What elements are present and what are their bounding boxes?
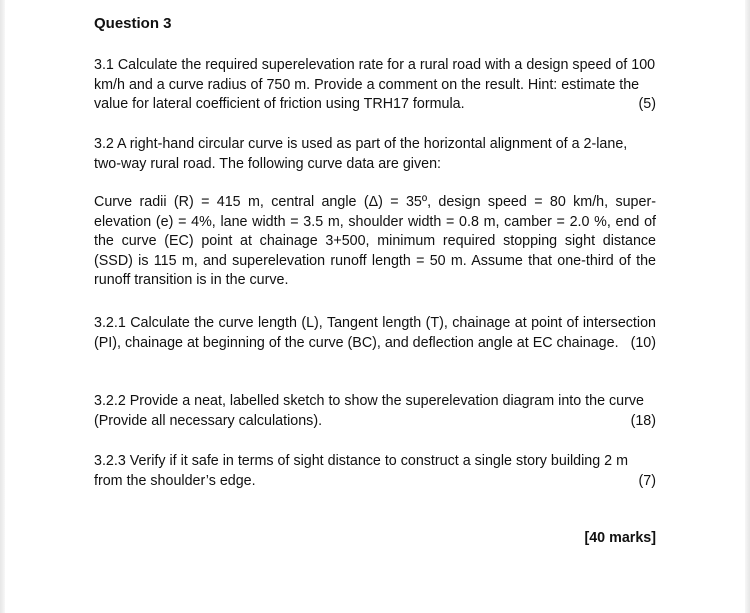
- total-marks: [40 marks]: [584, 530, 656, 546]
- question-3-2-3: [94, 452, 656, 491]
- question-3-1: [94, 56, 656, 115]
- question-title: Question 3: [94, 15, 172, 32]
- question-3-2-1: [94, 314, 656, 353]
- question-3-2-3-text: 3.2.3 Verify if it safe in terms of sight distance to construct a single story building 2 m from the shoulder’s edge.: [94, 453, 629, 489]
- question-3-2-curve-data: Curve radii (R) = 415 m, central angle (Δ) = 35º, design speed = 80 km/h, super-elevation (e) = 4%, lane width = 3.5 m, shoulder width = 0.8 m, camber = 2.0 %, end of the curve (EC) point at chainage 3+500, minimum required stopping sight distance (SSD) is 115 m, and superelevation runoff length = 50 m. Assume that one-third of the runoff transition is in the curve.: [94, 194, 656, 288]
- question-3-2-2-text: 3.2.2 Provide a neat, labelled sketch to show the superelevation diagram into the curve (Provide all necessary calculations).: [94, 393, 644, 429]
- question-3-2-1-marks: (10): [630, 334, 656, 351]
- question-3-2-3-marks: (7): [638, 472, 656, 489]
- question-3-1-marks: (5): [638, 96, 656, 112]
- question-3-2-intro: 3.2 A right-hand circular curve is used as part of the horizontal alignment of a 2-lane, two-way rural road. The following curve data are given:: [94, 136, 628, 172]
- right-frame-shadow: [745, 0, 750, 613]
- question-3-2-2: [94, 392, 656, 431]
- question-3-2-1-text: 3.2.1 Calculate the curve length (L), Tangent length (T), chainage at point of intersection (PI), chainage at beginning of the curve (BC), and deflection angle at EC chainage.: [94, 315, 656, 351]
- left-frame-shadow: [0, 0, 5, 613]
- question-3-1-text: 3.1 Calculate the required superelevation rate for a rural road with a design speed of 100 km/h and a curve radius of 750 m. Provide a comment on the result. Hint: estimate the value for lateral coefficient of friction using TRH17 formula.: [94, 57, 656, 112]
- question-3-2-2-marks: (18): [630, 412, 656, 429]
